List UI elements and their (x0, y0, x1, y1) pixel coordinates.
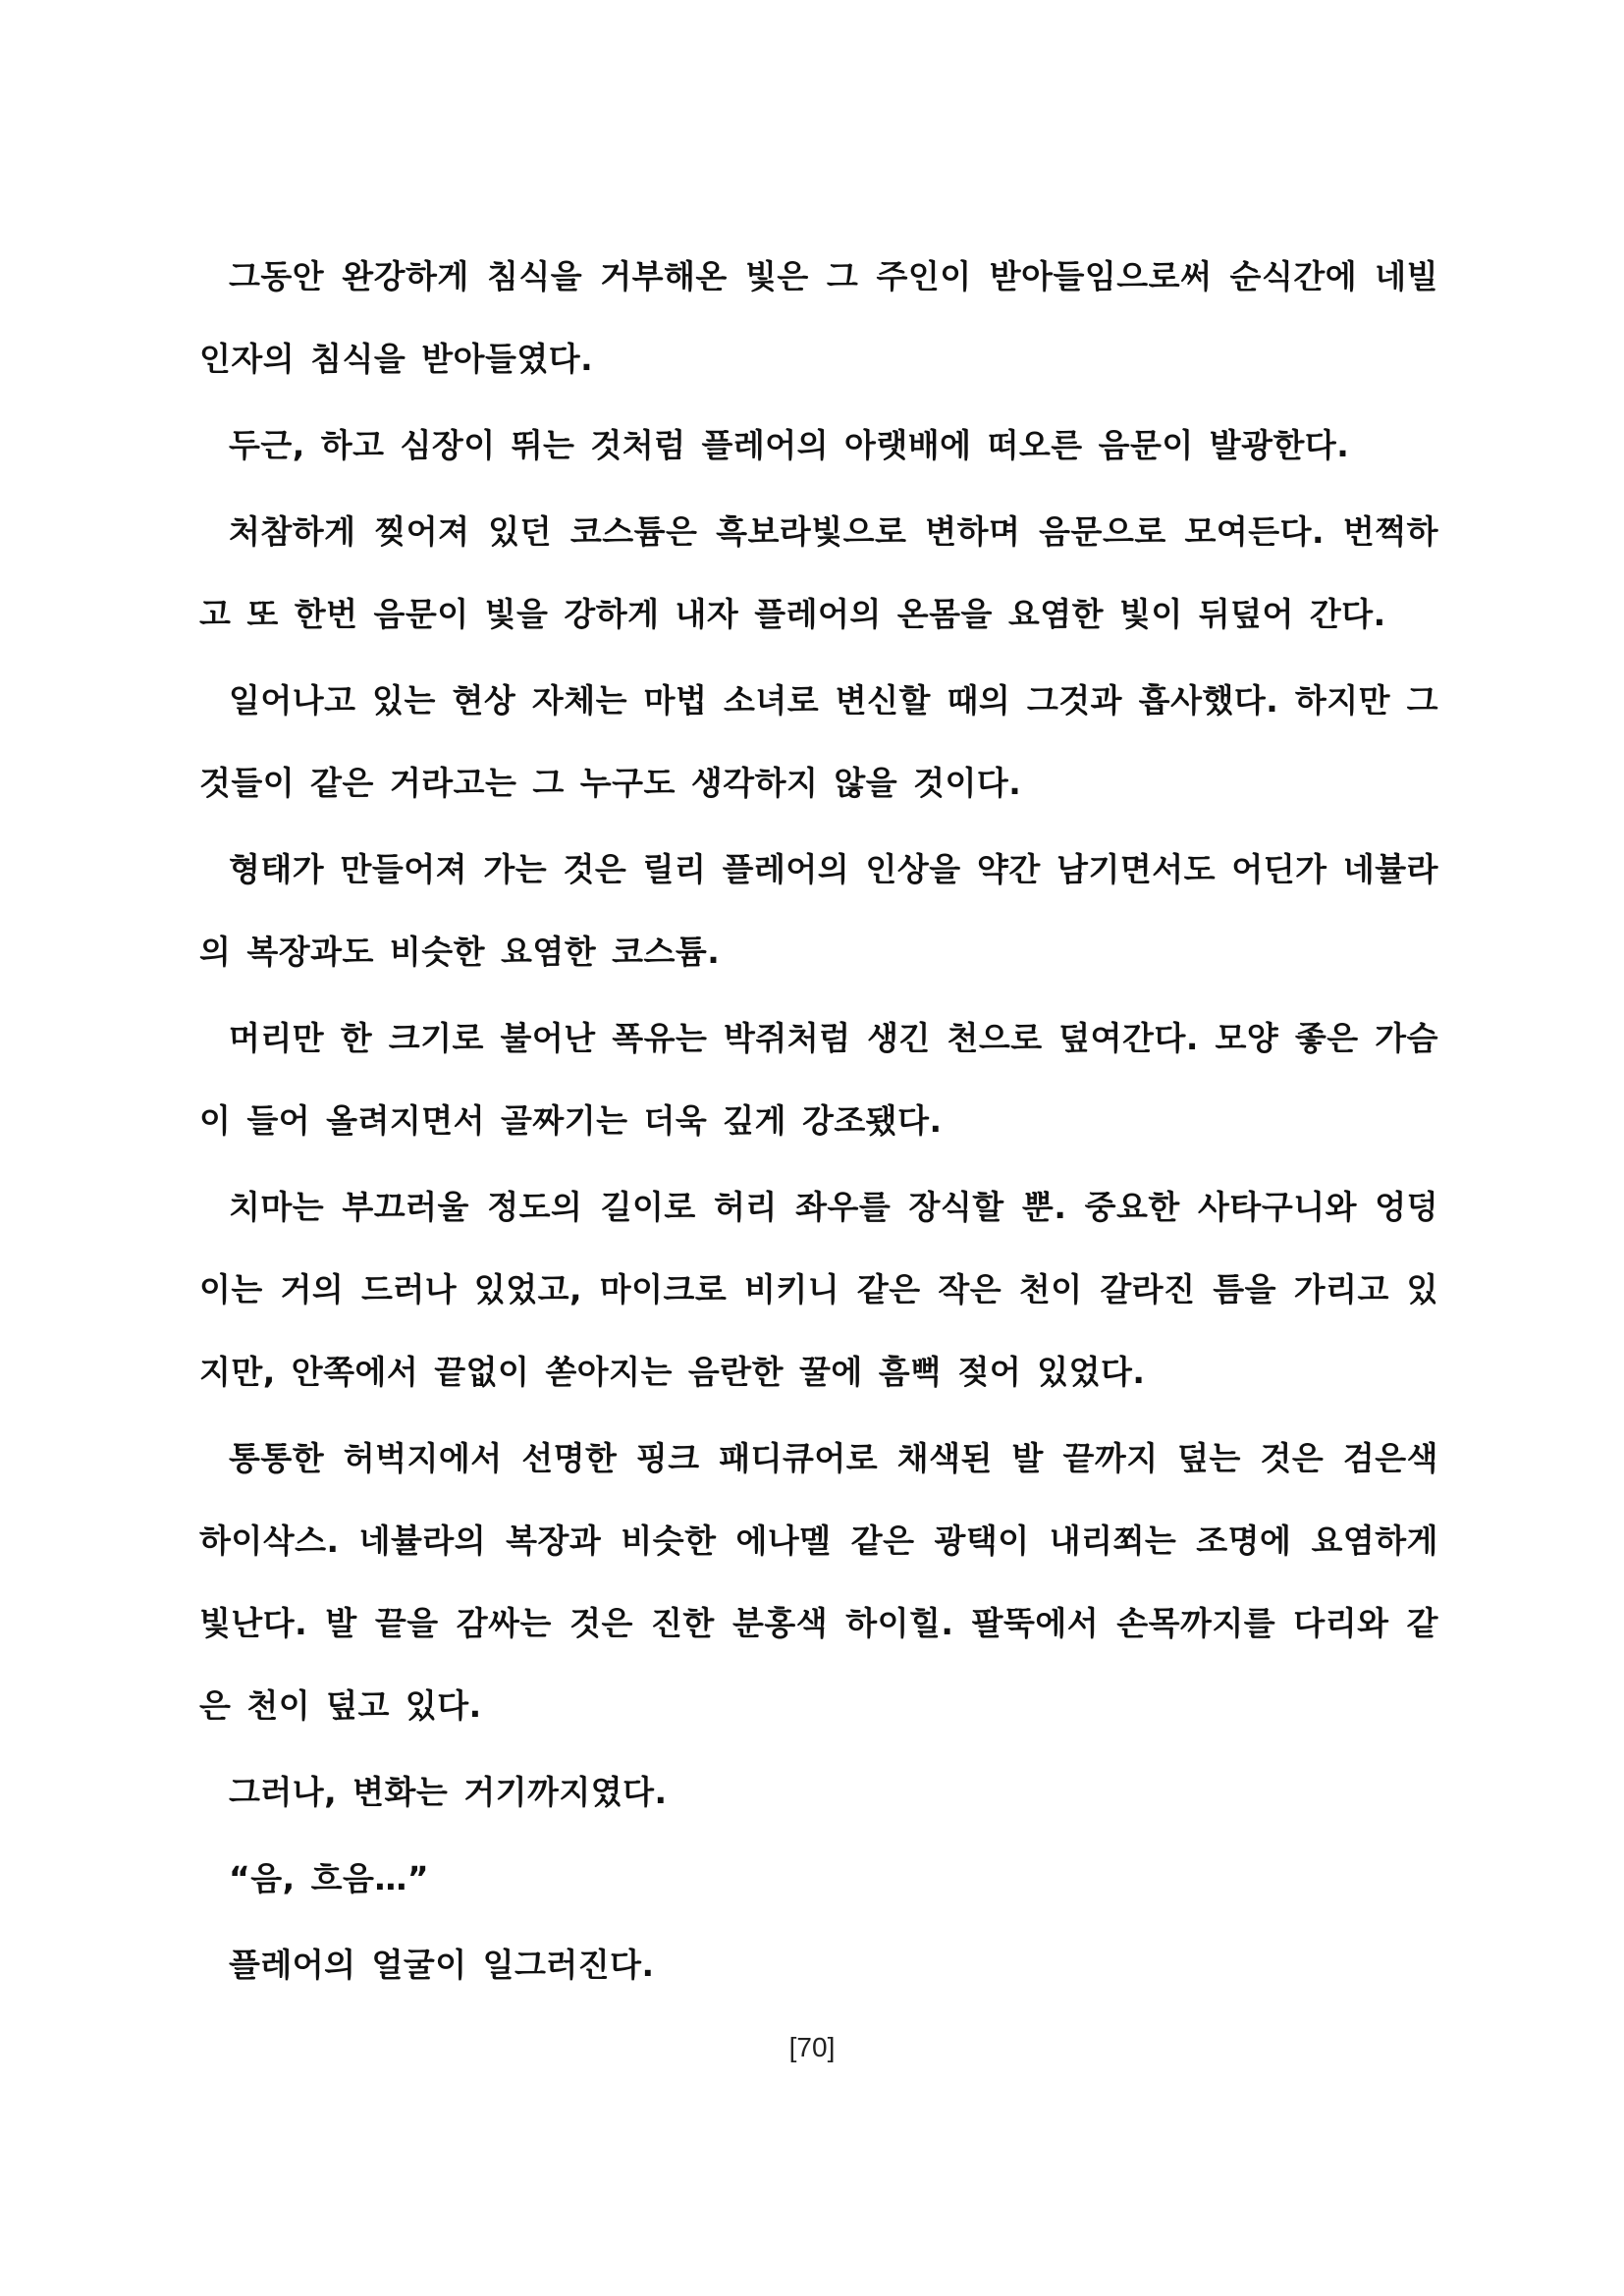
paragraph-5: 형태가 만들어져 가는 것은 릴리 플레어의 인상을 약간 남기면서도 어딘가 네뷸라의 복장과도 비슷한 요염한 코스튬. (199, 850, 1438, 971)
paragraph-1: 그동안 완강하게 침식을 거부해온 빛은 그 주인이 받아들임으로써 순식간에 네빌 인자의 침식을 받아들였다. (199, 257, 1438, 378)
paragraph-3: 처참하게 찢어져 있던 코스튬은 흑보라빛으로 변하며 음문으로 모여든다. 번쩍하고 또 한번 음문이 빛을 강하게 내자 플레어의 온몸을 요염한 빛이 뒤덮어 간다. (199, 512, 1438, 633)
paragraph-2: 두근, 하고 심장이 뛰는 것처럼 플레어의 아랫배에 떠오른 음문이 발광한다. (229, 426, 1350, 464)
paragraph-10: “음, 흐음…” (229, 1859, 430, 1897)
paragraph-9: 그러나, 변화는 거기까지였다. (229, 1773, 668, 1811)
body-text (199, 236, 1438, 2006)
paragraph-6: 머리만 한 크기로 불어난 폭유는 박쥐처럼 생긴 천으로 덮여간다. 모양 좋은 가슴이 들어 올려지면서 골짜기는 더욱 깊게 강조됐다. (199, 1019, 1438, 1140)
paragraph-4: 일어나고 있는 현상 자체는 마법 소녀로 변신할 때의 그것과 흡사했다. 하지만 그것들이 같은 거라고는 그 누구도 생각하지 않을 것이다. (199, 681, 1438, 802)
paragraph-8: 통통한 허벅지에서 선명한 핑크 패디큐어로 채색된 발 끝까지 덮는 것은 검은색 하이삭스. 네뷸라의 복장과 비슷한 에나멜 같은 광택이 내리쬐는 조명에 요염하게 빛난다. 발 끝을 감싸는 것은 진한 분홍색 하이힐. 팔뚝에서 손목까지를 다리와 같은 천이 덮고 있다. (199, 1439, 1438, 1725)
page-number: [70] (788, 2032, 836, 2062)
paragraph-7: 치마는 부끄러울 정도의 길이로 허리 좌우를 장식할 뿐. 중요한 사타구니와 엉덩이는 거의 드러나 있었고, 마이크로 비키니 같은 작은 천이 갈라진 틈을 가리고 있지만, 안쪽에서 끝없이 쏟아지는 음란한 꿀에 흠뻑 젖어 있었다. (199, 1188, 1438, 1391)
paragraph-11: 플레어의 얼굴이 일그러진다. (229, 1946, 655, 1984)
